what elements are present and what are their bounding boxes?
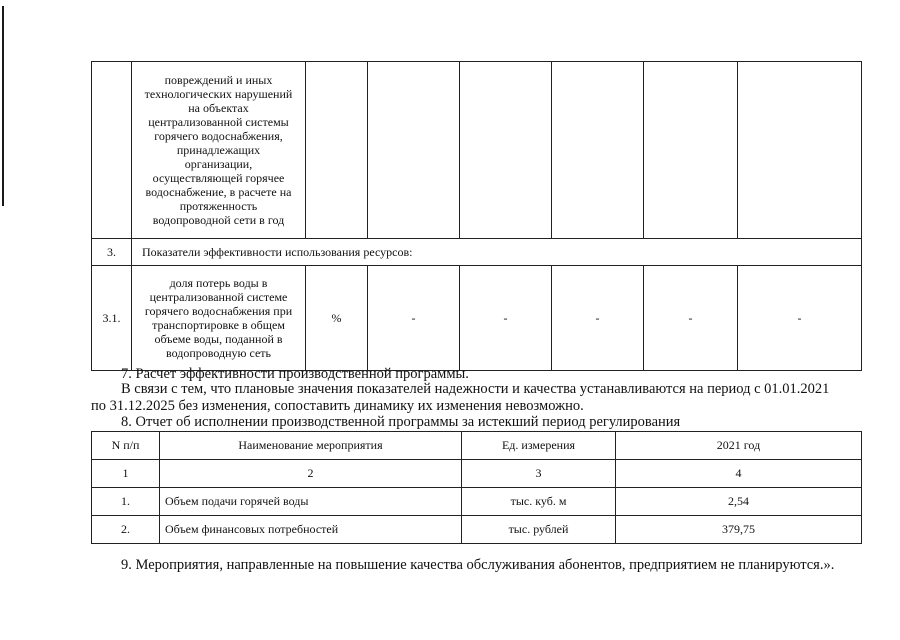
section-title: Показатели эффективности использования ресурсов: <box>132 239 862 266</box>
cell-value: - <box>644 266 738 371</box>
paragraph-7: 7. Расчет эффективности производственной программы. <box>121 366 469 382</box>
header-num: N п/п <box>92 432 160 460</box>
index-cell: 1 <box>92 460 160 488</box>
desc-line: водопроводную сеть <box>165 346 271 360</box>
cell-value: - <box>552 266 644 371</box>
table-row <box>92 62 862 239</box>
desc-line: централизованной системы <box>148 115 289 129</box>
desc-line: централизованной системе <box>149 290 288 304</box>
row-num: 2. <box>92 516 160 544</box>
index-cell: 4 <box>616 460 862 488</box>
cell-num: 3.1. <box>92 266 132 371</box>
cell-value: - <box>368 266 460 371</box>
cell-description <box>132 266 306 371</box>
paragraph-text: по 31.12.2025 без изменения, сопоставить динамику их изменения невозможно. <box>91 398 584 414</box>
page-edge-mark <box>2 6 4 206</box>
row-unit: тыс. куб. м <box>462 488 616 516</box>
row-value: 2,54 <box>616 488 862 516</box>
table-header-row <box>92 432 862 460</box>
desc-line: транспортировке в общем <box>152 318 285 332</box>
row-value: 379,75 <box>616 516 862 544</box>
cell-value: - <box>738 266 862 371</box>
desc-line: принадлежащих <box>176 143 261 157</box>
header-year: 2021 год <box>616 432 862 460</box>
index-cell: 2 <box>160 460 462 488</box>
header-name: Наименование мероприятия <box>160 432 462 460</box>
row-num: 1. <box>92 488 160 516</box>
desc-line: протяженность <box>179 199 258 213</box>
table-row <box>92 516 862 544</box>
desc-line: горячего водоснабжения, <box>154 129 283 143</box>
desc-line: на объектах <box>188 101 249 115</box>
paragraph-9: 9. Мероприятия, направленные на повышение качества обслуживания абонентов, предприятием не планируются.». <box>121 557 835 573</box>
desc-line: организации, <box>184 157 253 171</box>
row-name: Объем финансовых потребностей <box>160 516 462 544</box>
header-unit: Ед. измерения <box>462 432 616 460</box>
cell-value <box>460 62 552 239</box>
cell-value <box>552 62 644 239</box>
section-number: 3. <box>92 239 132 266</box>
index-cell: 3 <box>462 460 616 488</box>
cell-num <box>92 62 132 239</box>
desc-line: водопроводной сети в год <box>152 213 285 227</box>
cell-value <box>368 62 460 239</box>
indicators-table <box>91 61 862 371</box>
paragraph-text: В связи с тем, что плановые значения показателей надежности и качества устанавливаются на период с 01.01.2021 <box>121 381 830 397</box>
cell-value: - <box>460 266 552 371</box>
cell-unit: % <box>306 266 368 371</box>
table-index-row <box>92 460 862 488</box>
table-row <box>92 488 862 516</box>
desc-line: водоснабжение, в расчете на <box>145 185 292 199</box>
desc-line: повреждений и иных <box>164 73 273 87</box>
desc-line: технологических нарушений <box>144 87 293 101</box>
row-unit: тыс. рублей <box>462 516 616 544</box>
desc-line: объеме воды, поданной в <box>154 332 283 346</box>
cell-value <box>738 62 862 239</box>
cell-value <box>644 62 738 239</box>
desc-line: доля потерь воды в <box>169 276 268 290</box>
desc-line: горячего водоснабжения при <box>144 304 293 318</box>
cell-description <box>132 62 306 239</box>
desc-line: осуществляющей горячее <box>152 171 285 185</box>
paragraph-8-heading: 8. Отчет об исполнении производственной программы за истекший период регулирования <box>121 414 681 430</box>
row-name: Объем подачи горячей воды <box>160 488 462 516</box>
program-report-table <box>91 431 862 544</box>
cell-unit <box>306 62 368 239</box>
table-row <box>92 266 862 371</box>
section-row <box>92 239 862 266</box>
